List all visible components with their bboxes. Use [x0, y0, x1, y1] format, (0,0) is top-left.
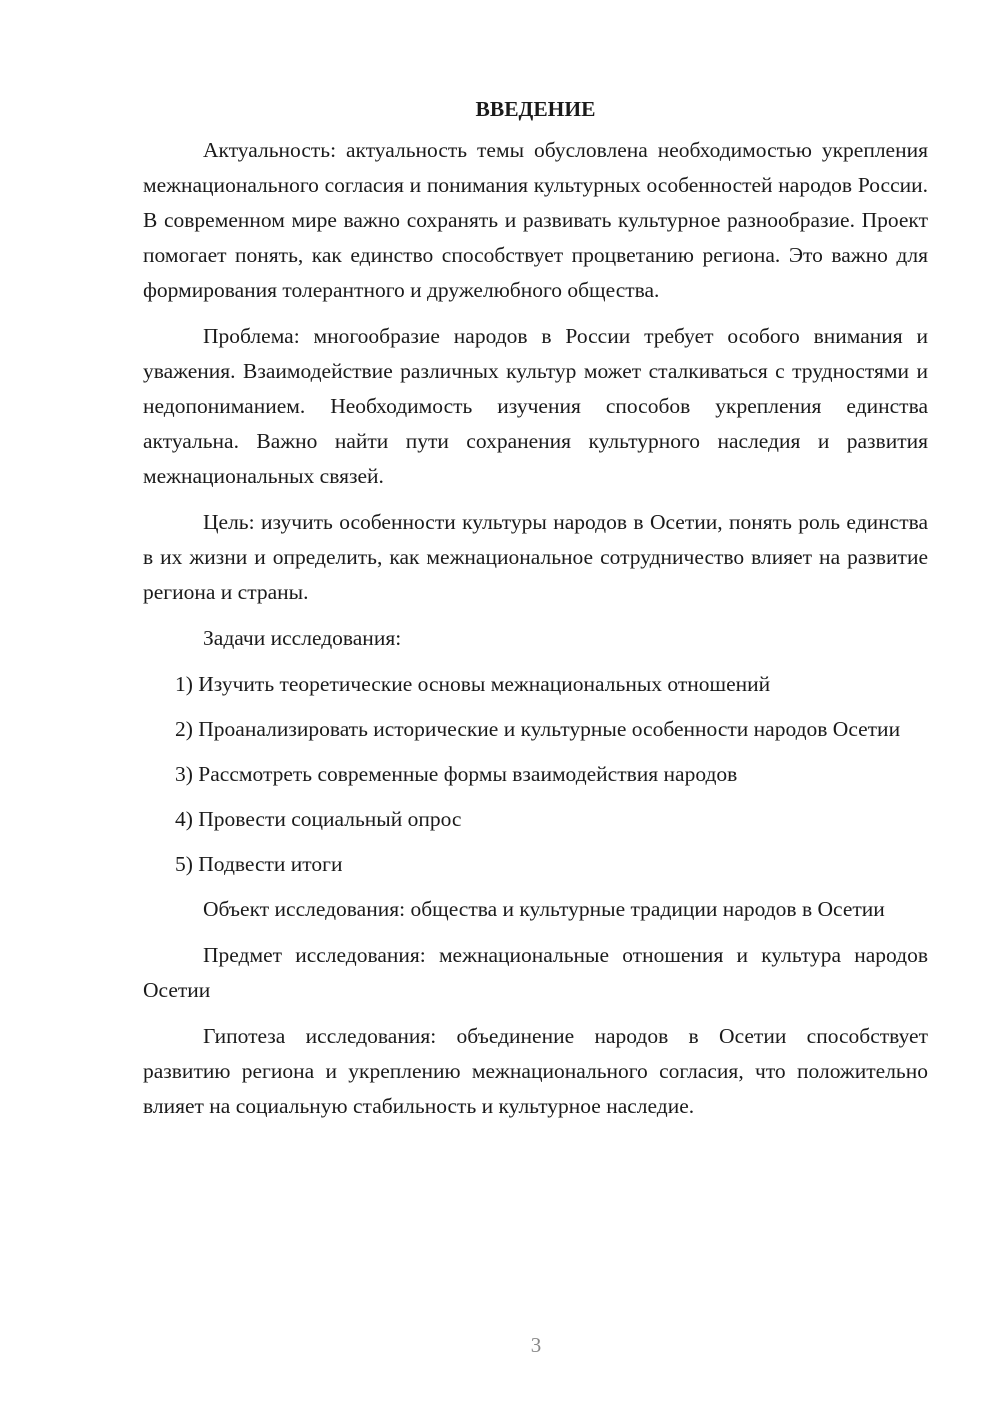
section-title: ВВЕДЕНИЕ: [475, 97, 596, 121]
task-item-2: 2) Проанализировать исторические и культурные особенности народов Осетии: [175, 717, 901, 741]
page-number: 3: [530, 1333, 542, 1357]
paragraph-relevance: Актуальность: актуальность темы обусловлена необходимостью укрепления межнационального согласия и понимания культурных особенностей народов России. В современном мире важно сохранять и развивать культурное разнообразие. Проект помогает понять, как единство способствует процветанию региона. Это важно для формирования толерантного и дружелюбного общества.: [143, 138, 928, 302]
paragraph-object: Объект исследования: общества и культурные традиции народов в Осетии: [203, 897, 885, 921]
document-page: [143, 92, 928, 1135]
task-item-1: 1) Изучить теоретические основы межнациональных отношений: [175, 672, 771, 696]
task-item-4: 4) Провести социальный опрос: [175, 807, 462, 831]
paragraph-tasks-heading: Задачи исследования:: [203, 626, 402, 650]
paragraph-problem: Проблема: многообразие народов в России требует особого внимания и уважения. Взаимодействие различных культур может сталкиваться с трудностями и недопониманием. Необходимость изучения способов укрепления единства актуальна. Важно найти пути сохранения культурного наследия и развития межнациональных связей.: [143, 324, 928, 488]
paragraph-hypothesis: Гипотеза исследования: объединение народов в Осетии способствует развитию региона и укреплению межнационального согласия, что положительно влияет на социальную стабильность и культурное наследие.: [143, 1024, 928, 1118]
paragraph-subject: Предмет исследования: межнациональные отношения и культура народов Осетии: [143, 943, 928, 1002]
task-item-3: 3) Рассмотреть современные формы взаимодействия народов: [175, 762, 738, 786]
paragraph-goal: Цель: изучить особенности культуры народов в Осетии, понять роль единства в их жизни и определить, как межнациональное сотрудничество влияет на развитие региона и страны.: [143, 510, 928, 604]
task-item-5: 5) Подвести итоги: [175, 852, 343, 876]
